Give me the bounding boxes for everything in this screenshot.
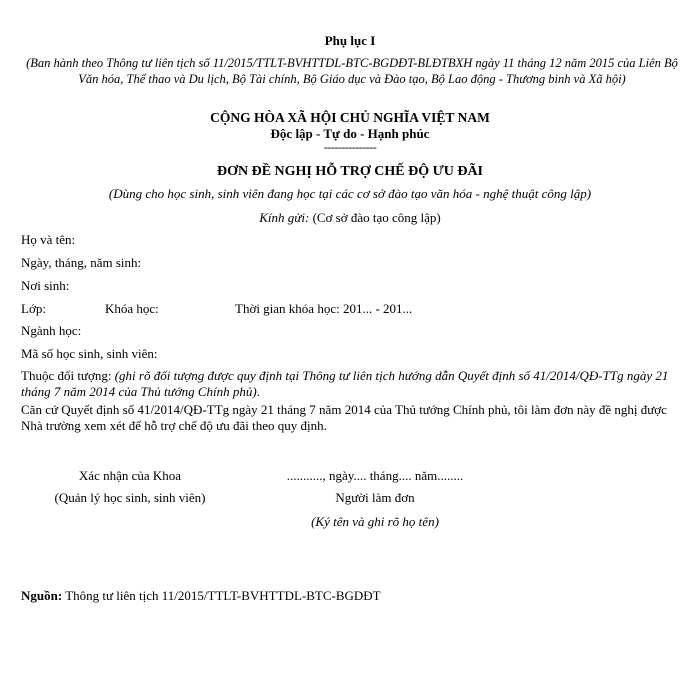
class-course-row <box>21 301 681 317</box>
place-of-birth-field: Nơi sinh: <box>21 278 70 293</box>
subject-note: (ghi rõ đối tượng được quy định tại Thông tư liên tịch hướng dẫn Quyết định số 41/2014/QĐ-TTg ngày 21 tháng 7 năm 2014 của Thủ tướng Chính phủ) <box>21 368 669 399</box>
source-label: Nguồn: <box>21 588 63 603</box>
date-line: ..........., ngày.... tháng.... năm........ <box>286 468 464 483</box>
recipient-line <box>0 210 700 226</box>
full-name-field: Họ và tên: <box>21 232 76 247</box>
course-duration-field: Thời gian khóa học: 201... - 201... <box>235 301 413 316</box>
motto: Độc lập - Tự do - Hạnh phúc <box>270 126 430 141</box>
course-field: Khóa học: <box>105 301 159 316</box>
date-of-birth-field: Ngày, tháng, năm sinh: <box>21 255 142 270</box>
subject-end: . <box>256 384 261 399</box>
faculty-confirmation-title: Xác nhận của Khoa <box>78 468 182 483</box>
class-field: Lớp: <box>21 301 46 316</box>
header-divider: --------------- <box>323 140 377 154</box>
form-subtitle: (Dùng cho học sinh, sinh viên đang học tại các cơ sở đào tạo văn hóa - nghệ thuật công lập) <box>108 186 592 201</box>
recipient-value: (Cơ sở đào tạo công lập) <box>312 210 441 225</box>
appendix-title: Phụ lục I <box>324 33 376 48</box>
nation-heading: CỘNG HÒA XÃ HỘI CHỦ NGHĨA VIỆT NAM <box>210 110 490 125</box>
major-field: Ngành học: <box>21 323 82 338</box>
faculty-confirmation-subtitle: (Quản lý học sinh, sinh viên) <box>54 490 206 505</box>
subject-label: Thuộc đối tượng: <box>21 368 115 383</box>
request-paragraph: Căn cứ Quyết định số 41/2014/QĐ-TTg ngày 21 tháng 7 năm 2014 của Thủ tướng Chính phủ, tôi làm đơn này đề nghị được Nhà trường xem xét để hỗ trợ chế độ ưu đãi theo quy định. <box>21 402 667 433</box>
subject-paragraph <box>21 368 683 400</box>
student-id-field: Mã số học sinh, sinh viên: <box>21 346 158 361</box>
source-text: Thông tư liên tịch 11/2015/TTLT-BVHTTDL-BTC-BGDĐT <box>62 588 381 603</box>
applicant-signature-note: (Ký tên và ghi rõ họ tên) <box>311 514 439 529</box>
source-line <box>21 588 381 604</box>
recipient-label: Kính gửi: <box>259 210 310 225</box>
issued-note: (Ban hành theo Thông tư liên tịch số 11/2015/TTLT-BVHTTDL-BTC-BGDĐT-BLĐTBXH ngày 11 tháng 12 năm 2015 của Liên Bộ Văn hóa, Thể thao và Du lịch, Bộ Tài chính, Bộ Giáo dục và Đào tạo, Bộ Lao động - Thương binh và Xã hội) <box>26 56 678 86</box>
applicant-title: Người làm đơn <box>335 490 415 505</box>
form-title: ĐƠN ĐỀ NGHỊ HỖ TRỢ CHẾ ĐỘ ƯU ĐÃI <box>216 164 484 179</box>
